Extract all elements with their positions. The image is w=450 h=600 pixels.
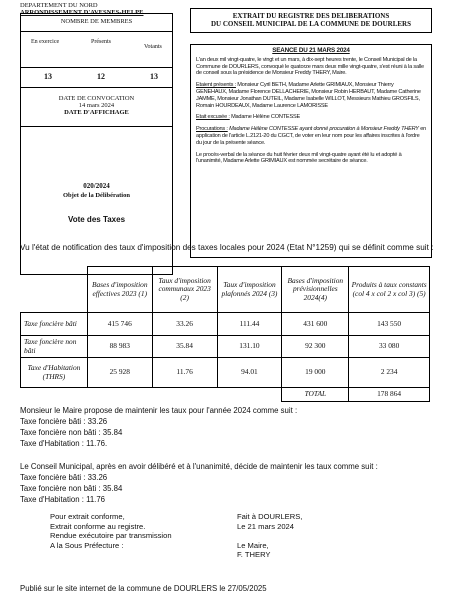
column-header: Taux d'imposition communaux 2023 (2) [152,267,217,313]
table-header-row [21,267,430,313]
register-title: EXTRAIT DU REGISTRE DES DELIBERATIONS [232,12,390,20]
certification-line: Extrait conforme au registre. [50,521,146,531]
table-cell: 131.10 [217,336,282,358]
presents-list: Monsieur Cyril BETH, Madame Arlette GRIMIAUX, Monsieur Thierry GENEHAUX, Madame Florence DELLACHERIE, Monsieur Robin HERBAUT, Madame Catherine JAMME, Monsieur Jonathan DUTEIL, Madame Isabelle WILLOT, Messieurs Mathieu GROSFILS, Romain HOURDEAUX, Madame Laurence LAMORISSE [196,82,421,109]
excused-label: Etait excusée : [196,114,230,121]
affichage-label: DATE D'AFFICHAGE [64,109,129,116]
seance-intro: L'an deux mil vingt-quatre, le vingt et un mars, à dix-sept heures trente, le Conseil Municipal de la Commune de DOURLERS, convoqué le quatorze mars deux mille vingt-quatre, s'est réuni à la salle de conseil sous la présidence de Monsieur Freddy THERY, Maire. [196,56,424,77]
row-label: Taxe foncière non bâti [21,336,88,358]
present-value: 12 [97,72,105,81]
table-row [21,336,430,358]
meeting-info-box [20,13,173,275]
blank-cell [87,388,152,402]
certification-line: Rendue exécutoire par transmission [50,531,172,540]
procurations-label: Procurations : [196,126,228,133]
signature-date: Le 21 mars 2024 [237,521,294,531]
notification-text: Vu l'état de notification des taux d'imposition des taxes locales pour 2024 (Etat N°1259) qui se définit comme suit : [20,243,434,252]
decision-block [20,461,378,505]
voters-value: 13 [150,72,158,81]
seance-title: SEANCE DU 21 MARS 2024 [272,47,350,54]
table-cell: 19 000 [282,358,349,388]
table-cell: 11.76 [152,358,217,388]
table-cell: 111.44 [217,313,282,336]
table-row [21,313,430,336]
members-values [21,72,172,82]
procurations-paragraph [196,126,426,146]
table-cell: 25 928 [87,358,152,388]
department-line: DEPARTEMENT DU NORD [20,2,98,9]
deliberation-object-label: Objet de la Délibération [63,192,130,199]
blank-cell [217,388,282,402]
table-cell: 33 080 [349,336,430,358]
signature-block [237,512,302,560]
proposal-block [20,405,297,449]
decision-line: Taxe foncière non bâti : 35.84 [20,484,123,493]
certification-line: Pour extrait conforme, [50,512,125,521]
table-cell: 92 300 [282,336,349,358]
council-title: DU CONSEIL MUNICIPAL DE LA COMMUNE DE DOURLERS [211,20,411,28]
certification-block [50,512,172,550]
certification-line: A la Sous Préfecture : [50,540,124,550]
table-cell: 2 234 [349,358,430,388]
convocation-block [21,95,172,116]
row-label: Taxe foncière bâti [21,313,88,336]
total-value: 178 864 [349,388,430,402]
convocation-date: 14 mars 2024 [78,102,115,109]
col-voters-label: Votants [144,44,162,50]
col-in-office-label: En exercice [31,39,60,45]
register-header [190,8,432,33]
seance-box [190,44,432,258]
pv-paragraph: Le procès-verbal de la séance du huit février deux mil vingt-quatre ayant été lu et adopté à l'unanimité, Madame Arlette GRIMIAUX est nommée secrétaire de séance. [196,151,402,165]
publication-note: Publié sur le site internet de la commune de DOURLERS le 27/05/2025 [20,584,267,593]
procuration-text: Madame Hélène CONTESSE ayant donné procuration à Monsieur Freddy THERY [229,126,419,133]
divider [21,87,172,88]
column-header: Taux d'imposition plafonnés 2024 (3) [217,267,282,313]
blank-cell [152,388,217,402]
table-cell: 143 550 [349,313,430,336]
excused-paragraph [196,114,426,121]
table-cell: 415 746 [87,313,152,336]
presents-paragraph [196,82,426,109]
total-row [21,388,430,402]
blank-cell [21,388,88,402]
deliberation-subject: Vote des Taxes [67,215,126,224]
in-office-value: 13 [44,72,52,81]
convocation-label: DATE DE CONVOCATION [58,95,135,102]
deliberation-number: 020/2024 [83,182,110,190]
table-cell: 88 983 [87,336,152,358]
decision-line: Taxe foncière bâti : 33.26 [20,473,108,482]
table-cell: 35.84 [152,336,217,358]
decision-intro: Le Conseil Municipal, après en avoir délibéré et à l'unanimité, décide de maintenir les taux comme suit : [20,462,378,471]
table-cell: 431 600 [282,313,349,336]
corner-cell [21,267,88,313]
table-cell: 94.01 [217,358,282,388]
signature-title: Le Maire, [237,540,269,550]
proposal-intro: Monsieur le Maire propose de maintenir les taux pour l'année 2024 comme suit : [20,406,298,415]
proposal-line: Taxe d'Habitation : 11.76. [20,439,108,448]
divider [21,67,172,68]
proposal-line: Taxe foncière bâti : 33.26 [20,417,108,426]
presents-label: Etaient présents : [196,82,236,89]
column-header: Bases d'imposition effectives 2023 (1) [87,267,152,313]
spacer [237,531,302,541]
excused-name: Madame Hélène CONTESSE [231,114,301,121]
members-title: NOMBRE DE MEMBRES [60,18,133,25]
proposal-line: Taxe foncière non bâti : 35.84 [20,428,123,437]
total-label: TOTAL [282,388,349,402]
table-row [21,358,430,388]
column-header: Produits à taux constants (col 4 x col 2 x col 3) (5) [349,267,430,313]
table-cell: 33.26 [152,313,217,336]
col-present-label: Présents [91,39,111,45]
decision-line: Taxe d'Habitation : 11.76 [20,495,106,504]
row-label: Taxe d'Habitation (THRS) [21,358,88,388]
procuration-tail: en application de l'article L.2121-20 du CGCT, de voter en leur nom pour les affaires inscrites à l'ordre du jour de la présente séance. [196,126,427,146]
members-columns [21,39,172,51]
arrondissement-line: ARRONDISSEMENT D'AVESNES-HELPE [20,9,144,16]
divider [21,126,172,127]
signature-place: Fait à DOURLERS, [237,512,303,521]
column-header: Bases d'imposition prévisionnelles 2024(4) [282,267,349,313]
signature-name: F. THERY [237,550,271,559]
divider [21,31,172,32]
tax-table [20,266,430,402]
